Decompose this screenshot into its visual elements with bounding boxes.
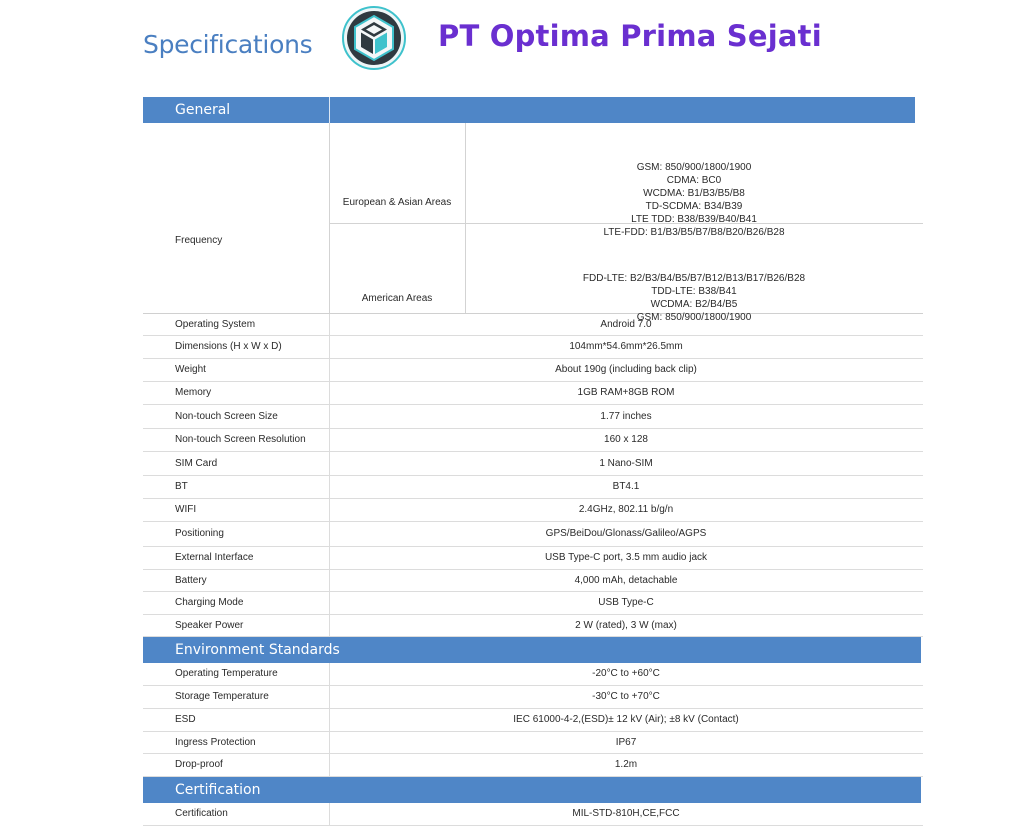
spec-row bbox=[143, 754, 923, 777]
section-environment-heading: Environment Standards bbox=[175, 642, 340, 658]
spec-value: 2.4GHz, 802.11 b/g/n bbox=[578, 504, 674, 515]
spec-row bbox=[143, 732, 923, 754]
spec-key: Dimensions (H x W x D) bbox=[175, 341, 282, 352]
spec-row bbox=[143, 359, 923, 382]
spec-key: Drop-proof bbox=[175, 759, 223, 770]
spec-value: IP67 bbox=[615, 737, 637, 748]
spec-key: Positioning bbox=[175, 528, 224, 539]
spec-key: Speaker Power bbox=[175, 620, 244, 631]
certification-rows bbox=[143, 803, 923, 826]
spec-key: Non-touch Screen Resolution bbox=[175, 434, 306, 445]
spec-key: Operating System bbox=[175, 319, 256, 330]
spec-value: 1 Nano-SIM bbox=[599, 458, 653, 469]
company-name: PT Optima Prima Sejati bbox=[438, 19, 822, 53]
area-american: American Areas bbox=[361, 293, 433, 304]
spec-key: WIFI bbox=[175, 504, 197, 515]
spec-value: MIL-STD-810H,CE,FCC bbox=[572, 808, 680, 819]
spec-row bbox=[143, 452, 923, 476]
spec-row bbox=[143, 405, 923, 429]
spec-value: 2 W (rated), 3 W (max) bbox=[575, 620, 677, 631]
spec-key: BT bbox=[175, 481, 188, 492]
spec-value: BT4.1 bbox=[612, 481, 640, 492]
spec-row bbox=[143, 709, 923, 732]
spec-row bbox=[143, 686, 923, 709]
frequency-values-european-asian bbox=[465, 161, 923, 239]
spec-key: Storage Temperature bbox=[175, 691, 269, 702]
spec-row bbox=[143, 663, 923, 686]
spec-row bbox=[143, 336, 923, 359]
spec-row bbox=[143, 382, 923, 405]
spec-row bbox=[143, 547, 923, 570]
environment-rows bbox=[143, 663, 923, 777]
band-line: LTE-FDD: B1/B3/B5/B7/B8/B20/B26/B28 bbox=[603, 227, 785, 238]
band-line: GSM: 850/900/1800/1900 bbox=[636, 162, 752, 173]
spec-value: 1GB RAM+8GB ROM bbox=[577, 387, 675, 398]
spec-value: -20°C to +60°C bbox=[592, 668, 660, 679]
spec-row bbox=[143, 499, 923, 522]
band-line: FDD-LTE: B2/B3/B4/B5/B7/B12/B13/B17/B26/B28 bbox=[582, 273, 806, 284]
spec-key: Non-touch Screen Size bbox=[175, 411, 278, 422]
spec-row bbox=[143, 803, 923, 826]
frequency-block bbox=[143, 123, 923, 323]
section-certification-heading: Certification bbox=[175, 782, 261, 798]
spec-value: GPS/BeiDou/Glonass/Galileo/AGPS bbox=[545, 528, 707, 539]
spec-row bbox=[143, 522, 923, 547]
spec-key: Memory bbox=[175, 387, 212, 398]
spec-key: Weight bbox=[175, 364, 206, 375]
spec-value: -30°C to +70°C bbox=[592, 691, 660, 702]
spec-value: About 190g (including back clip) bbox=[555, 364, 697, 375]
band-line: WCDMA: B2/B4/B5 bbox=[650, 299, 738, 310]
spec-value: USB Type-C bbox=[598, 597, 654, 608]
spec-value: 1.77 inches bbox=[600, 411, 652, 422]
spec-value: 1.2m bbox=[614, 759, 638, 770]
general-rows bbox=[143, 314, 923, 637]
column-divider bbox=[329, 123, 330, 313]
spec-value: Android 7.0 bbox=[600, 319, 652, 330]
spec-key: Operating Temperature bbox=[175, 668, 278, 679]
section-environment bbox=[143, 637, 921, 663]
spec-key: External Interface bbox=[175, 552, 254, 563]
spec-value: 160 x 128 bbox=[604, 434, 648, 445]
spec-row bbox=[143, 476, 923, 499]
band-line: TDD-LTE: B38/B41 bbox=[651, 286, 737, 297]
spec-value: 4,000 mAh, detachable bbox=[574, 575, 678, 586]
spec-key: Certification bbox=[175, 808, 228, 819]
spec-row bbox=[143, 615, 923, 637]
section-divider bbox=[329, 97, 330, 123]
spec-row bbox=[143, 314, 923, 336]
spec-row bbox=[143, 592, 923, 615]
spec-value: 104mm*54.6mm*26.5mm bbox=[569, 341, 683, 352]
section-certification bbox=[143, 777, 921, 803]
band-line: GSM: 850/900/1800/1900 bbox=[636, 312, 752, 323]
spec-row bbox=[143, 429, 923, 452]
spec-key: Battery bbox=[175, 575, 207, 586]
spec-sheet bbox=[143, 97, 923, 826]
spec-row bbox=[143, 570, 923, 592]
section-general bbox=[143, 97, 915, 123]
area-european-asian: European & Asian Areas bbox=[342, 197, 452, 208]
page-title: Specifications bbox=[143, 30, 313, 59]
spec-value: IEC 61000-4-2,(ESD)± 12 kV (Air); ±8 kV (Contact) bbox=[513, 714, 739, 725]
spec-key: Charging Mode bbox=[175, 597, 244, 608]
spec-value: USB Type-C port, 3.5 mm audio jack bbox=[544, 552, 708, 563]
spec-key: ESD bbox=[175, 714, 196, 725]
ops-hexagon-logo-icon bbox=[342, 6, 406, 70]
band-line: CDMA: BC0 bbox=[666, 175, 722, 186]
spec-key: SIM Card bbox=[175, 458, 218, 469]
band-line: WCDMA: B1/B3/B5/B8 bbox=[643, 188, 745, 199]
band-line: LTE TDD: B38/B39/B40/B41 bbox=[631, 214, 757, 225]
section-general-heading: General bbox=[175, 102, 231, 118]
frequency-label: Frequency bbox=[175, 235, 223, 246]
spec-key: Ingress Protection bbox=[175, 737, 256, 748]
band-line: TD-SCDMA: B34/B39 bbox=[645, 201, 743, 212]
